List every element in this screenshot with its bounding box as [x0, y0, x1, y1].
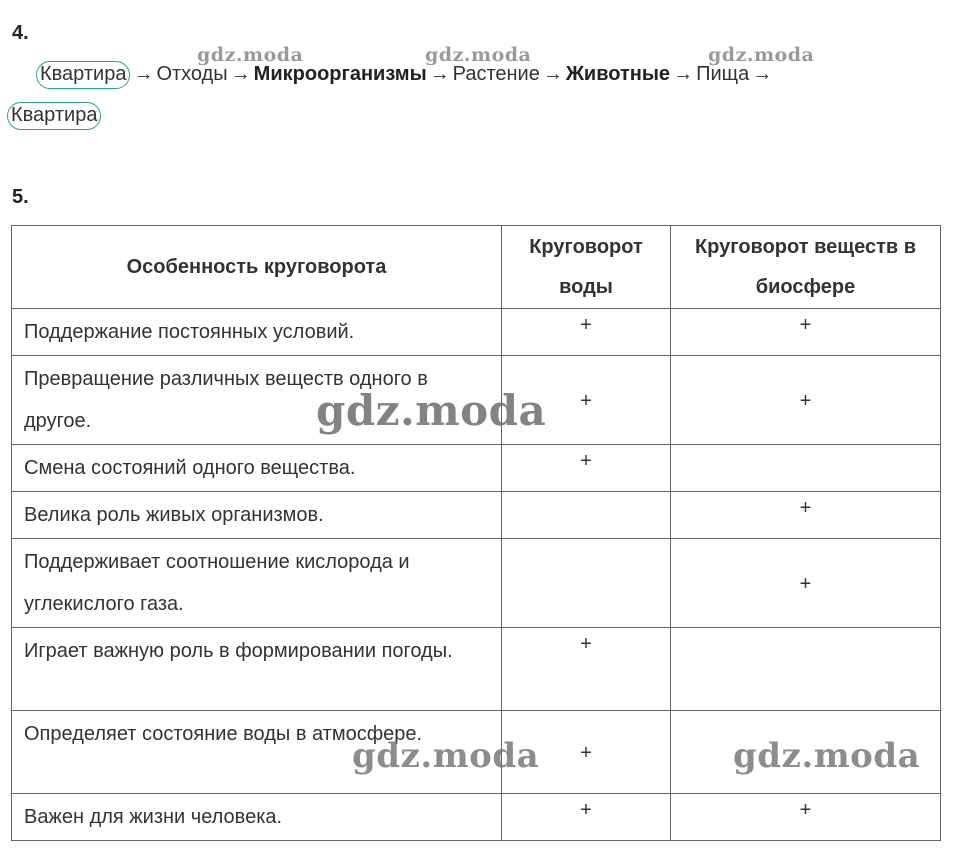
table-row [12, 309, 941, 356]
chain-item: Животные [565, 63, 671, 85]
biosphere-cycle-mark [671, 628, 941, 711]
feature-cell: Важен для жизни человека. [12, 794, 502, 841]
table-header-row [12, 226, 941, 309]
table-row [12, 492, 941, 539]
feature-cell: Превращение различных веществ одного в другое. [12, 356, 502, 445]
header-biosphere-cycle: Круговорот веществ в биосфере [671, 226, 941, 309]
watermark: gdz.moda [425, 44, 532, 66]
arrow-icon: → [230, 63, 251, 85]
feature-cell: Велика роль живых организмов. [12, 492, 502, 539]
chain-item: Отходы [156, 63, 228, 85]
watermark: gdz.moda [708, 44, 815, 66]
arrow-icon: → [429, 63, 450, 85]
chain-item: Квартира [36, 61, 130, 89]
water-cycle-mark: + [502, 711, 671, 794]
arrow-icon: → [542, 63, 563, 85]
table-row [12, 794, 941, 841]
watermark: gdz.moda [197, 44, 304, 66]
feature-cell: Смена состояний одного вещества. [12, 445, 502, 492]
food-chain-line-2 [7, 102, 101, 130]
task-4-number: 4. [12, 22, 29, 44]
arrow-icon: → [752, 63, 773, 85]
watermark: gdz.moda [316, 386, 547, 435]
feature-cell: Определяет состояние воды в атмосфере. [12, 711, 502, 794]
water-cycle-mark [502, 539, 671, 628]
water-cycle-mark: + [502, 445, 671, 492]
watermark: gdz.moda [352, 736, 540, 776]
table-row [12, 628, 941, 711]
water-cycle-mark: + [502, 309, 671, 356]
table-row [12, 445, 941, 492]
biosphere-cycle-mark: + [671, 309, 941, 356]
arrow-icon: → [133, 63, 154, 85]
chain-item: Растение [452, 63, 540, 85]
feature-cell: Поддерживает соотношение кислорода и углекислого газа. [12, 539, 502, 628]
table-row [12, 539, 941, 628]
biosphere-cycle-mark: + [671, 356, 941, 445]
biosphere-cycle-mark: + [671, 794, 941, 841]
biosphere-cycle-mark [671, 445, 941, 492]
food-chain-line-1 [36, 61, 775, 89]
biosphere-cycle-mark: + [671, 492, 941, 539]
arrow-icon: → [673, 63, 694, 85]
feature-cell: Поддержание постоянных условий. [12, 309, 502, 356]
feature-cell: Играет важную роль в формировании погоды. [12, 628, 502, 711]
chain-item: Пища [696, 63, 750, 85]
watermark: gdz.moda [733, 736, 921, 776]
chain-item: Квартира [7, 102, 101, 130]
water-cycle-mark: + [502, 794, 671, 841]
chain-item: Микроорганизмы [253, 63, 427, 85]
biosphere-cycle-mark: + [671, 539, 941, 628]
water-cycle-mark: + [502, 628, 671, 711]
water-cycle-mark: + [502, 356, 671, 445]
water-cycle-mark [502, 492, 671, 539]
header-water-cycle: Круговорот воды [502, 226, 671, 309]
task-5-number: 5. [12, 186, 29, 208]
header-feature: Особенность круговорота [12, 226, 502, 309]
